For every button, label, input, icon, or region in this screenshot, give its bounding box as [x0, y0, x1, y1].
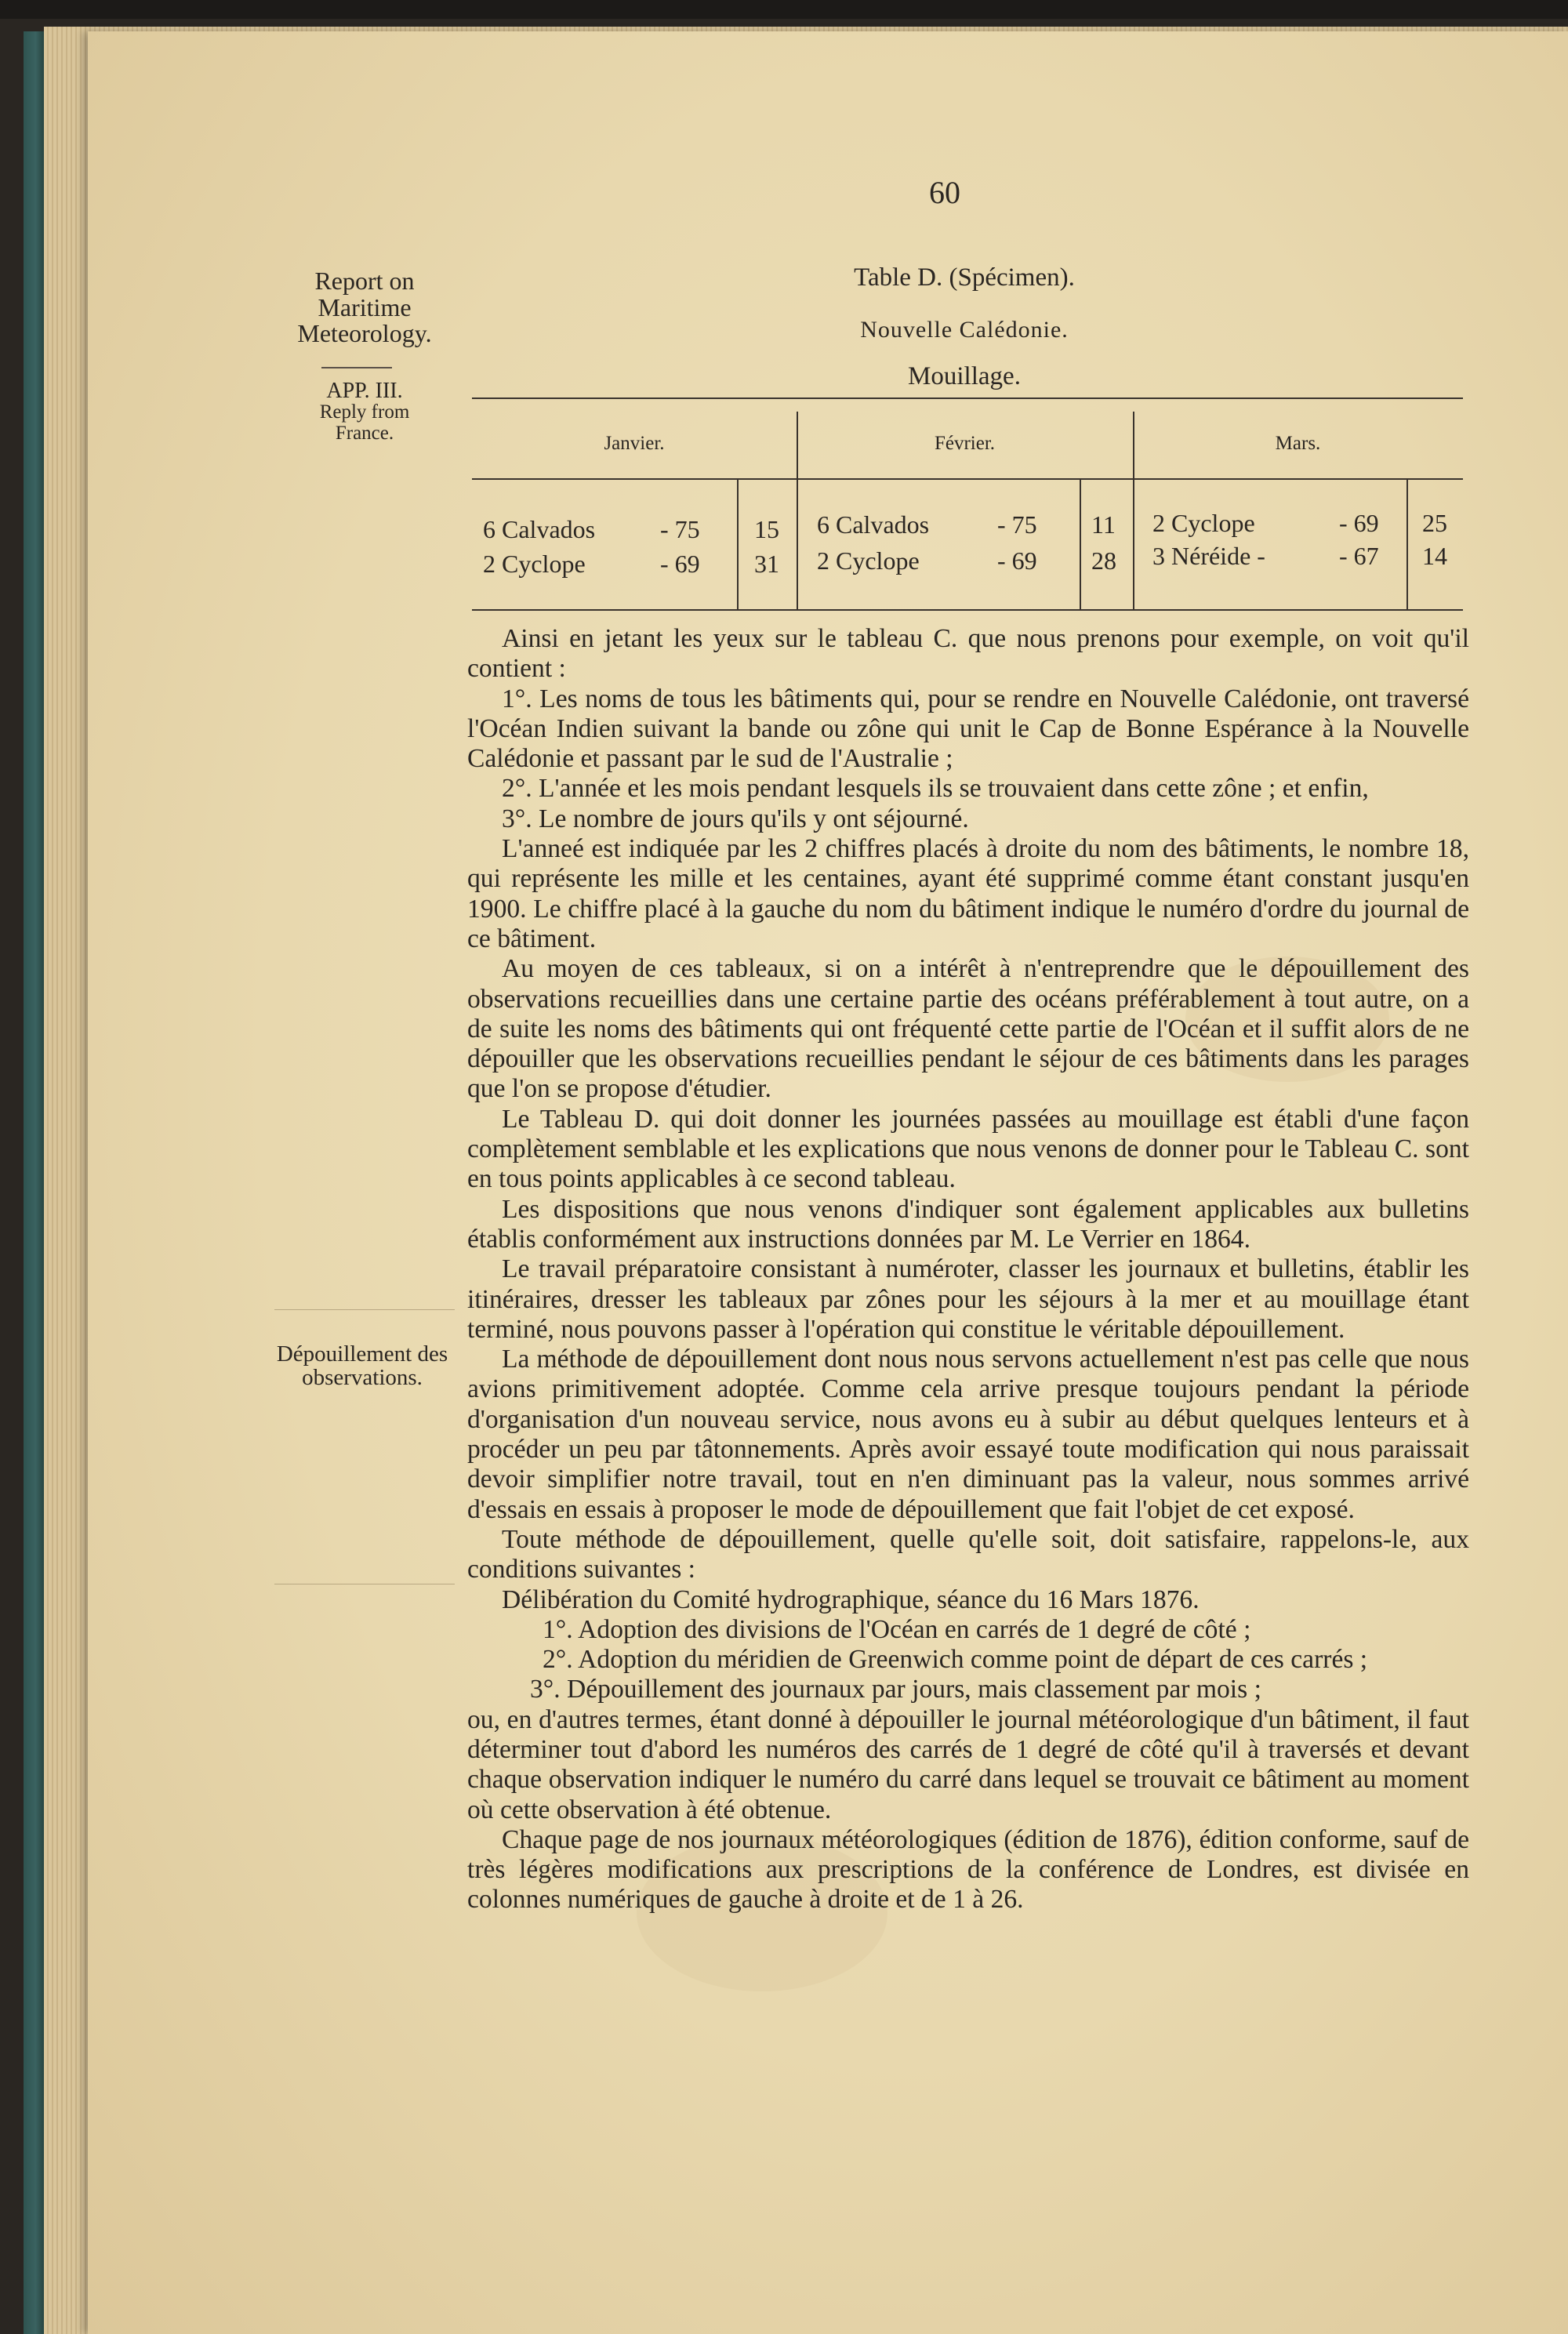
- paragraph: ou, en d'autres termes, étant donné à dépouiller le journal météorologique d'un bâtiment, il faut déterminer tout d'abord les numéros des carrés de 1 degré de côté qu'il à traversés et devant chaque observation indiquer le numéro du carré dans lequel se trouvait ce bâtiment au moment où cette observation à été obtenue.: [467, 1704, 1469, 1824]
- table-subtitle: Nouvelle Calédonie.: [860, 317, 1069, 343]
- paragraph: Au moyen de ces tableaux, si on a intérêt à n'entreprendre que le dépouillement des observations recueillies dans une certaine partie des océans préférablement à tout autre, on a de suite les noms des bâtiments qui ont fréquenté cette partie de l'Océan et il suffit alors de ne dépouiller que les observations recueillies pendant le séjour de ces bâtiments dans les parages que l'on se propose d'étudier.: [467, 954, 1469, 1104]
- margin-rule: [274, 1309, 455, 1310]
- book-binding: [24, 31, 44, 2334]
- sidenote-appendix: [290, 379, 439, 444]
- month-header-mars: Mars.: [1275, 433, 1321, 454]
- page-number: 60: [929, 175, 960, 210]
- month-header-janvier: Janvier.: [604, 433, 665, 454]
- paragraph: Chaque page de nos journaux météorologiques (édition de 1876), édition conforme, sauf de très légères modifications aux prescriptions de la conférence de Londres, est divisée en colonnes numériques de gauche à droite et de 1 à 26.: [467, 1824, 1469, 1915]
- ship-year: - 69: [997, 546, 1037, 575]
- column-divider: [1080, 478, 1081, 609]
- sidenote-divider: [321, 367, 392, 368]
- ship-name: 2 Cyclope: [483, 550, 586, 578]
- paragraph: Ainsi en jetant les yeux sur le tableau C. que nous prenons pour exemple, on voit qu'il contient :: [467, 624, 1469, 684]
- ship-year: - 69: [1339, 509, 1379, 537]
- day-count: 31: [754, 550, 779, 578]
- sidenote-reply-label: Reply from France.: [319, 401, 410, 444]
- sidenote-report-title: Report on Maritime Meteorology.: [297, 267, 432, 348]
- month-header-fevrier: Février.: [934, 433, 996, 454]
- paragraph: 3°. Le nombre de jours qu'ils y ont séjourné.: [502, 804, 969, 833]
- sidenote-depouillement: Dépouillement des observations.: [276, 1341, 448, 1391]
- ship-name: 6 Calvados: [483, 515, 596, 543]
- ship-name: 6 Calvados: [817, 510, 930, 539]
- day-count: 28: [1091, 546, 1116, 575]
- body-text: [467, 624, 1469, 1915]
- table-bottom-rule: [472, 609, 1463, 611]
- table-title: Table D. (Spécimen).: [854, 263, 1075, 292]
- paragraph: Le travail préparatoire consistant à numéroter, classer les journaux et bulletins, établir les itinéraires, dresser les tableaux par zônes pour les séjours à la mer et au mouillage étant terminé, nous pouvons passer à l'opération qui constitue le véritable dépouillement.: [467, 1254, 1469, 1344]
- table-section: Mouillage.: [908, 362, 1021, 390]
- list-item: 2°. Adoption du méridien de Greenwich comme point de départ de ces carrés ;: [543, 1645, 1368, 1675]
- paragraph: Délibération du Comité hydrographique, séance du 16 Mars 1876.: [502, 1584, 1200, 1614]
- sidenote-app-label: APP. III.: [326, 379, 403, 403]
- day-count: 25: [1422, 509, 1447, 537]
- day-count: 11: [1091, 510, 1116, 539]
- ship-year: - 67: [1339, 542, 1379, 570]
- paragraph: L'anneé est indiquée par les 2 chiffres placés à droite du nom des bâtiments, le nombre 18, qui représente les mille et les centaines, ayant été supprimé comme étant constant jusqu'en 1900. Le chiffre placé à la gauche du nom du bâtiment indique le numéro d'ordre du journal de ce bâtiment.: [467, 834, 1469, 953]
- ship-year: - 69: [660, 550, 700, 578]
- day-count: 15: [754, 515, 779, 543]
- ship-name: 2 Cyclope: [817, 546, 920, 575]
- ship-name: 2 Cyclope: [1152, 509, 1255, 537]
- scan-top-edge: [0, 0, 1568, 19]
- paragraph: Toute méthode de dépouillement, quelle qu'elle soit, doit satisfaire, rappelons-le, aux conditions suivantes :: [467, 1524, 1469, 1584]
- paragraph: 2°. L'année et les mois pendant lesquels ils se trouvaient dans cette zône ; et enfin,: [502, 774, 1369, 804]
- ship-name: 3 Néréide -: [1152, 542, 1265, 570]
- column-divider: [737, 478, 739, 609]
- paragraph: Les dispositions que nous venons d'indiquer sont également applicables aux bulletins établis conformément aux instructions données par M. Le Verrier en 1864.: [467, 1194, 1469, 1254]
- column-divider: [1406, 478, 1408, 609]
- table-header-rule: [472, 478, 1463, 480]
- paragraph: La méthode de dépouillement dont nous nous servons actuellement n'est pas celle que nous avions primitivement adoptée. Comme cela arrive presque toujours pendant la période d'organisation d'un nouveau service, nous avons eu à subir au début quelques lenteurs et à procéder un peu par tâtonnements. Après avoir essayé toute modification qui nous paraissait devoir simplifier notre travail, tout en n'en diminuant pas la valeur, nous sommes arrivé d'essais en essais à proposer le mode de dépouillement que fait l'objet de cet exposé.: [467, 1345, 1469, 1524]
- day-count: 14: [1422, 542, 1447, 570]
- paragraph: 1°. Les noms de tous les bâtiments qui, pour se rendre en Nouvelle Calédonie, ont traversé l'Océan Indien suivant la bande ou zône qui unit le Cap de Bonne Espérance à la Nouvelle Calédonie et passant par le sud de l'Australie ;: [467, 684, 1469, 774]
- mouillage-table: [472, 397, 1463, 615]
- ship-year: - 75: [997, 510, 1037, 539]
- ship-year: - 75: [660, 515, 700, 543]
- list-item: 1°. Adoption des divisions de l'Océan en carrés de 1 degré de côté ;: [543, 1614, 1251, 1644]
- table-top-rule: [472, 397, 1463, 399]
- paragraph: Le Tableau D. qui doit donner les journées passées au mouillage est établi d'une façon complètement semblable et les explications que nous venons de donner pour le Tableau C. sont en tous points applicables à ce second tableau.: [467, 1104, 1469, 1194]
- list-item: 3°. Dépouillement des journaux par jours, mais classement par mois ;: [530, 1675, 1261, 1704]
